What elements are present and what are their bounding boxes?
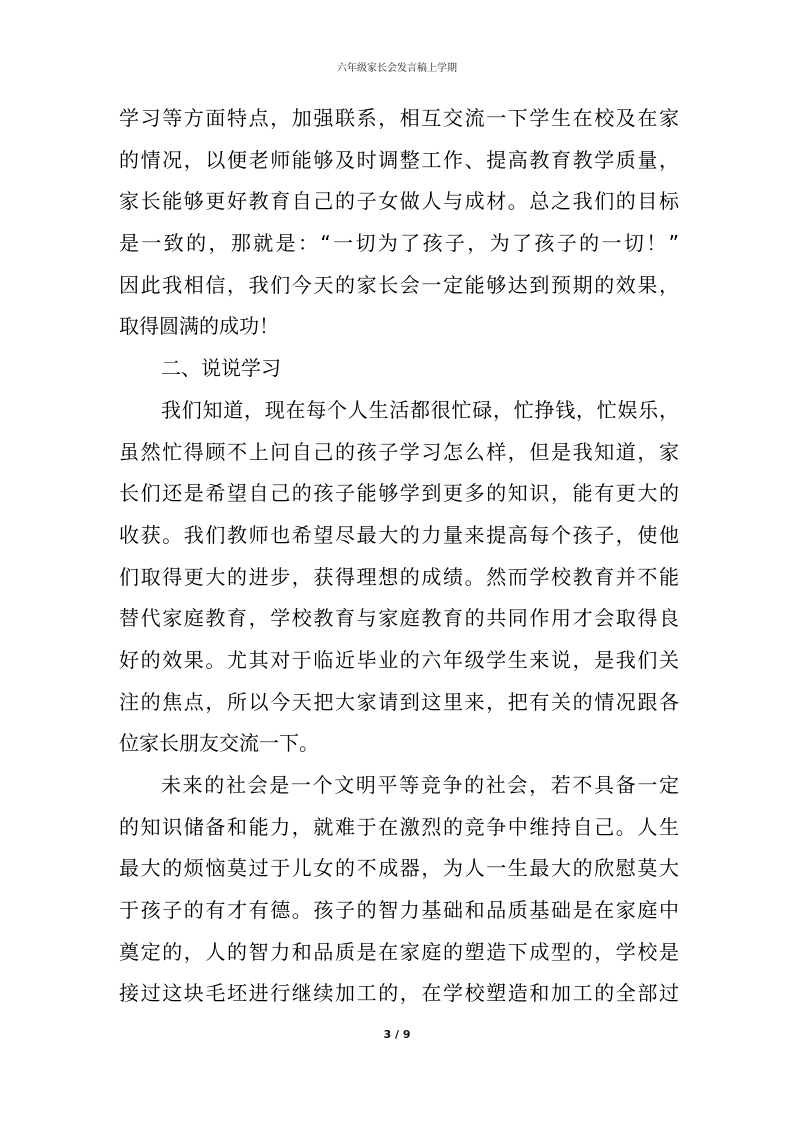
text-line: 注的焦点，所以今天把大家请到这里来，把有关的情况跟各 [119,689,679,714]
text-line: 是一致的，那就是：“一切为了孩子，为了孩子的一切！” [119,231,679,256]
text-line: 位家长朋友交流一下。 [119,731,319,756]
text-line: 收获。我们教师也希望尽最大的力量来提高每个孩子，使他 [119,522,679,547]
text-line: 未来的社会是一个文明平等竞争的社会，若不具备一定 [161,773,679,797]
text-line: 替代家庭教育，学校教育与家庭教育的共同作用才会取得良 [119,606,679,631]
page-header-title: 六年级家长会发言稿上学期 [337,63,457,74]
text-line: 我们知道，现在每个人生活都很忙碌，忙挣钱，忙娱乐， [161,397,679,422]
text-line: 接过这块毛坯进行继续加工的，在学校塑造和加工的全部过 [119,981,679,1006]
section-heading: 二、说说学习 [161,356,281,381]
text-line: 家长能够更好教育自己的子女做人与成材。总之我们的目标 [119,189,679,214]
text-line: 好的效果。尤其对于临近毕业的六年级学生来说，是我们关 [119,647,679,672]
text-line: 们取得更大的进步，获得理想的成绩。然而学校教育并不能 [119,564,679,589]
text-line: 最大的烦恼莫过于儿女的不成器，为人一生最大的欣慰莫大 [119,856,679,881]
text-line: 的知识储备和能力，就难于在激烈的竞争中维持自己。人生 [119,814,679,839]
text-line: 于孩子的有才有德。孩子的智力基础和品质基础是在家庭中 [119,898,679,923]
text-line: 虽然忙得顾不上问自己的孩子学习怎么样，但是我知道，家 [119,439,679,464]
text-line: 的情况，以便老师能够及时调整工作、提高教育教学质量， [119,147,679,172]
document-body [119,98,679,1015]
text-line: 因此我相信，我们今天的家长会一定能够达到预期的效果， [119,272,679,297]
text-line: 学习等方面特点，加强联系，相互交流一下学生在校及在家 [119,106,679,130]
page-number: 3 / 9 [383,1028,411,1041]
text-line: 奠定的，人的智力和品质是在家庭的塑造下成型的，学校是 [119,939,679,964]
text-line: 长们还是希望自己的孩子能够学到更多的知识，能有更大的 [119,481,679,506]
text-line: 取得圆满的成功！ [119,314,279,339]
